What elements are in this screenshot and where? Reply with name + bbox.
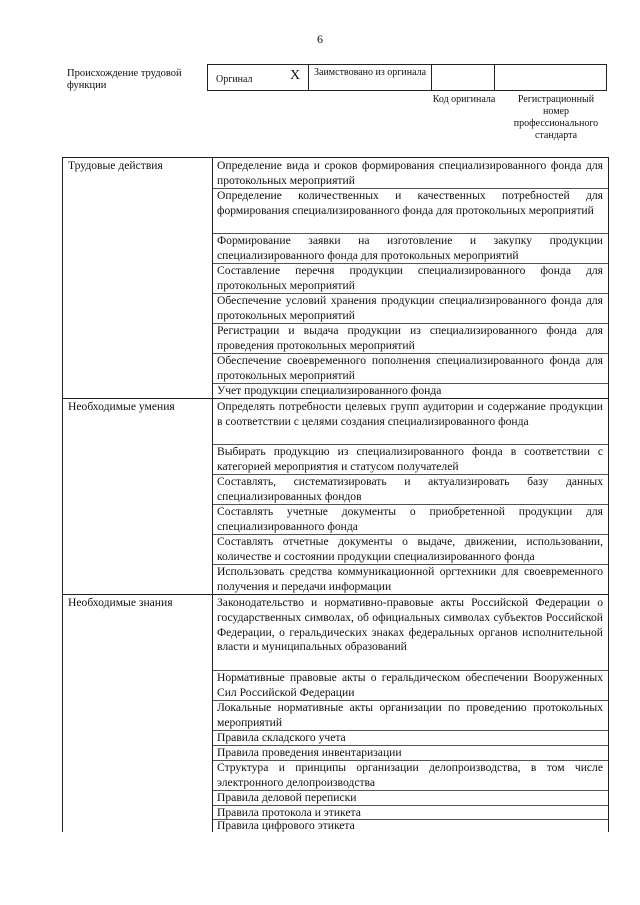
action-item: Регистрации и выдача продукции из специализированного фонда для проведения протокольных мероприятий: [217, 324, 603, 352]
knowledge-item: Правила проведения инвентаризации: [217, 746, 402, 759]
reg-caption: Регистрационный номер профессионального стандарта: [513, 94, 599, 141]
section-divider: [63, 398, 608, 399]
action-item: Формирование заявки на изготовление и закупку продукции специализированного фонда для протокольных мероприятий: [217, 234, 603, 262]
action-item: Составление перечня продукции специализированного фонда для протокольных мероприятий: [217, 264, 603, 292]
knowledge-item: Правила протокола и этикета: [217, 806, 361, 819]
knowledge-item: Локальные нормативные акты организации по проведению протокольных мероприятий: [217, 701, 603, 729]
knowledge-item: Структура и принципы организации делопроизводства, в том числе электронного делопроизводства: [217, 761, 603, 789]
borrowed-label: Заимствовано из оргинала: [309, 65, 432, 90]
original-cell: [208, 65, 309, 90]
skill-item: Определять потребности целевых групп аудитории и содержание продукции в соответствии с целями создания специализированного фонда: [217, 400, 603, 428]
labor-function-table: [62, 157, 609, 832]
section-title-knowledge: Необходимые знания: [68, 596, 173, 609]
action-item: Учет продукции специализированного фонда: [217, 384, 442, 397]
skill-item: Составлять отчетные документы о выдаче, движении, использовании, количестве и состоянии продукции специализированного фонда: [217, 535, 603, 563]
origin-table: [207, 64, 607, 91]
page-number: 6: [317, 32, 323, 46]
skill-item: Выбирать продукцию из специализированного фонда в соответствии с категорией мероприятия и статусом получателей: [217, 445, 603, 473]
origin-label: Происхождение трудовой функции: [67, 68, 182, 91]
action-item: Обеспечение своевременного пополнения специализированного фонда для протокольных мероприятий: [217, 354, 603, 382]
action-item: Определение вида и сроков формирования специализированного фонда для протокольных мероприятий: [217, 159, 603, 187]
code-cell: [432, 65, 495, 90]
section-divider: [63, 594, 608, 595]
original-mark: X: [290, 68, 301, 83]
original-label: Оргинал: [216, 74, 253, 85]
reg-number-cell: [495, 65, 607, 90]
skill-item: Составлять учетные документы о приобретенной продукции для специализированного фонда: [217, 505, 603, 533]
section-title-skills: Необходимые умения: [68, 400, 175, 413]
knowledge-item: Нормативные правовые акты о геральдическом обеспечении Вооруженных Сил Российской Федерации: [217, 671, 603, 699]
section-title-actions: Трудовые действия: [68, 159, 163, 172]
knowledge-item: Правила складского учета: [217, 731, 346, 744]
knowledge-item: Правила цифрового этикета: [217, 819, 355, 832]
action-item: Обеспечение условий хранения продукции специализированного фонда для протокольных мероприятий: [217, 294, 603, 322]
action-item: Определение количественных и качественных потребностей для формирования специализированного фонда для протокольных мероприятий: [217, 189, 603, 217]
code-caption: Код оригинала: [432, 94, 496, 105]
skill-item: Составлять, систематизировать и актуализировать базу данных специализированных фондов: [217, 475, 603, 503]
skill-item: Использовать средства коммуникационной оргтехники для своевременного получения и передачи информации: [217, 565, 603, 593]
knowledge-item: Законодательство и нормативно-правовые акты Российской Федерации о государственных символах, об официальных символах субъектов Российской Федерации, о геральдических знаках федеральных органов исполнительной власти и муниципальных образований: [217, 596, 603, 654]
knowledge-item: Правила деловой переписки: [217, 791, 357, 804]
